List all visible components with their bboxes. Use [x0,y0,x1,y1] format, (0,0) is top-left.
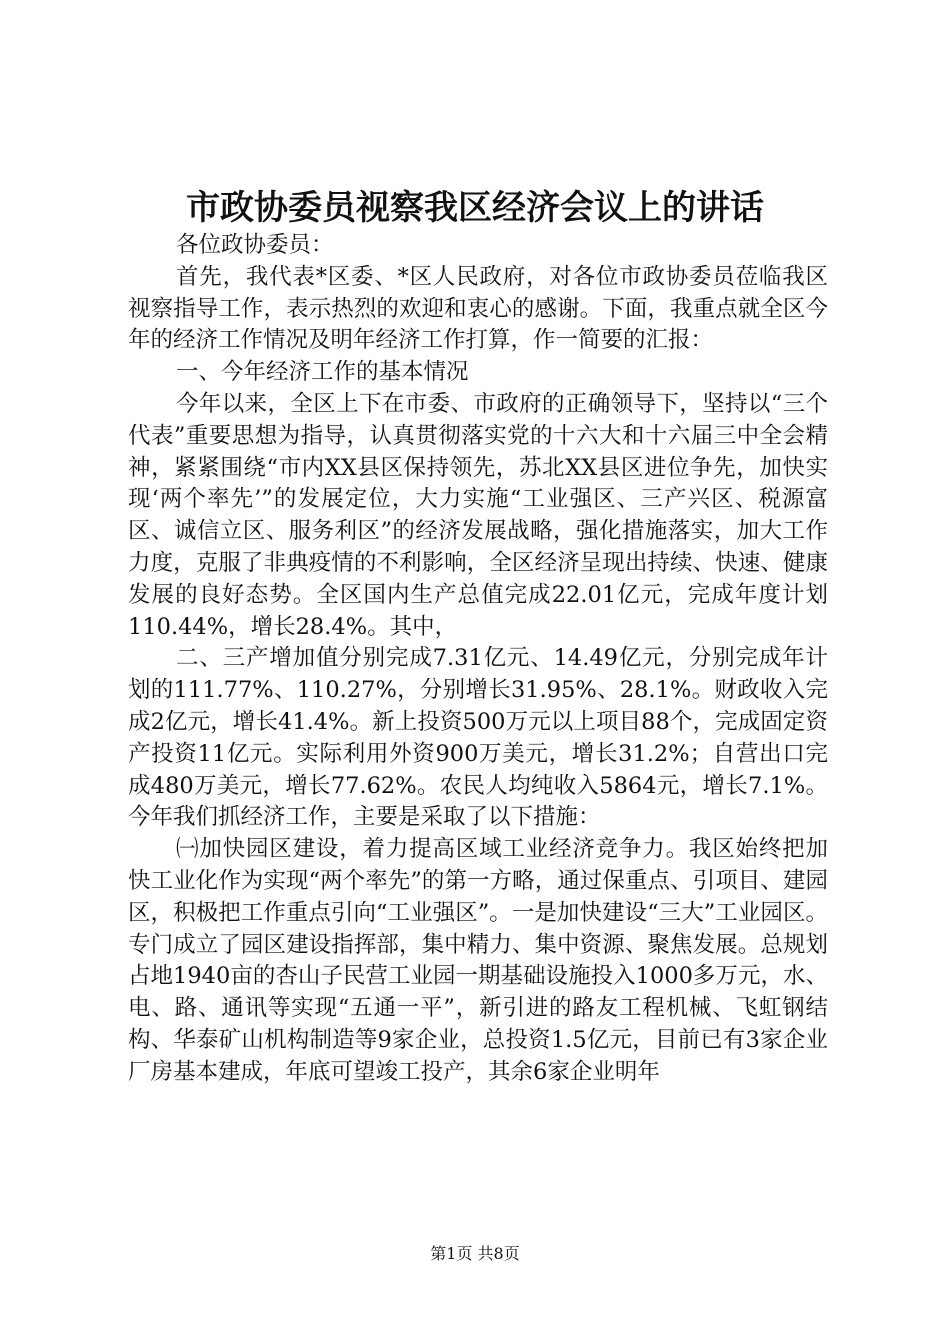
body-paragraph: 二、三产增加值分别完成7.31亿元、14.49亿元，分别完成年计划的111.77%、110.27%，分别增长31.95%、28.1%。财政收入完成2亿元，增长41.4%。新上投资500万元以上项目88个，完成固定资产投资11亿元。实际利用外资900万美元，增长31.2%；自营出口完成480万美元，增长77.62%。农民人均纯收入5864元，增长7.1%。今年我们抓经济工作，主要是采取了以下措施： [128,645,828,831]
document-body [128,230,828,1089]
page-number-footer: 第1页 共8页 [430,1244,520,1263]
opening-paragraph: 首先，我代表*区委、*区人民政府，对各位市政协委员莅临我区视察指导工作，表示热烈的欢迎和衷心的感谢。下面，我重点就全区今年的经济工作情况及明年经济工作打算，作一简要的汇报： [128,263,828,354]
salutation-paragraph: 各位政协委员： [176,232,334,258]
body-paragraph: ㈠加快园区建设，着力提高区域工业经济竞争力。我区始终把加快工业化作为实现“两个率先”的第一方略，通过保重点、引项目、建园区，积极把工作重点引向“工业强区”。一是加快建设“三大”工业园区。专门成立了园区建设指挥部，集中精力、集中资源、聚焦发展。总规划占地1940亩的杏山子民营工业园一期基础设施投入1000多万元，水、电、路、通讯等实现“五通一平”，新引进的路友工程机械、飞虹钢结构、华泰矿山机构制造等9家企业，总投资1.5亿元，目前已有3家企业厂房基本建成，年底可望竣工投产，其余6家企业明年 [128,836,828,1085]
section-heading: 一、今年经济工作的基本情况 [176,359,469,386]
document-title: 市政协委员视察我区经济会议上的讲话 [186,188,764,228]
body-paragraph: 今年以来，全区上下在市委、市政府的正确领导下，坚持以“三个代表”重要思想为指导，认真贯彻落实党的十六大和十六届三中全会精神，紧紧围绕“市内XX县区保持领先，苏北XX县区进位争先，加快实现‘两个率先’”的发展定位，大力实施“工业强区、三产兴区、税源富区、诚信立区、服务利区”的经济发展战略，强化措施落实，加大工作力度，克服了非典疫情的不利影响，全区经济呈现出持续、快速、健康发展的良好态势。全区国内生产总值完成22.01亿元，完成年度计划110.44%，增长28.4%。其中， [128,390,828,640]
